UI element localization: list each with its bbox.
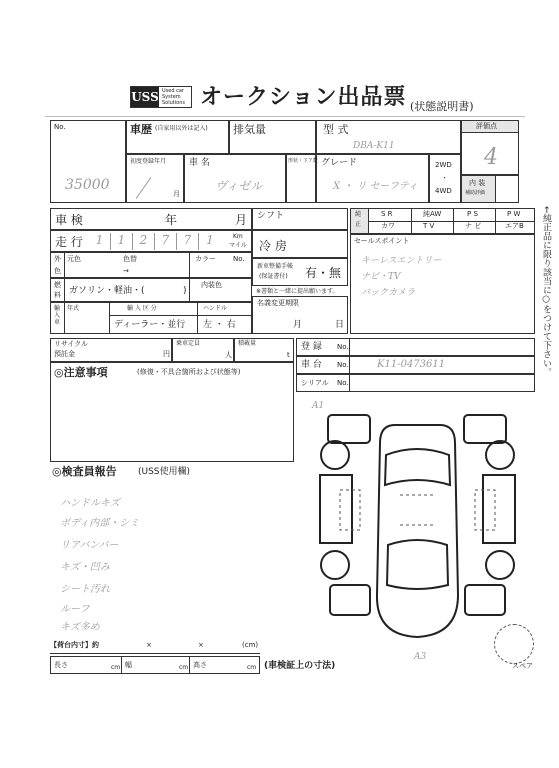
inspection-month: 月: [235, 213, 248, 227]
sales-point-hw: ナビ・TV: [361, 272, 401, 282]
form-subtitle: (状態説明書): [410, 100, 474, 113]
import-divider: [64, 303, 65, 333]
mileage-digits: [89, 233, 223, 250]
logo-sub-1: Used car: [162, 88, 184, 94]
fuel-box[interactable]: [50, 278, 252, 302]
first-reg-month: 月: [173, 190, 180, 198]
option-leather[interactable]: カワ: [381, 222, 395, 230]
cargo-unit: (cm): [242, 641, 259, 649]
width-cm: cm: [179, 664, 189, 671]
diagram-mark-top: A1: [312, 401, 325, 411]
registration-div: [349, 339, 350, 355]
serial-div: [349, 375, 350, 391]
deposit-label: 預託金: [54, 350, 75, 358]
color-arrow: →: [123, 267, 129, 275]
fuel-divider-2: [189, 279, 190, 301]
interior-eval-label: 内 装: [469, 179, 486, 187]
inspector-hw: シート汚れ: [60, 584, 110, 595]
inspection-box[interactable]: [50, 208, 252, 230]
logo-box: [130, 86, 192, 108]
fuel-label-2: 料: [54, 291, 61, 299]
dims-div-1: [121, 657, 122, 673]
mileage-digit: 1: [111, 233, 133, 250]
exterior-label-1: 外: [54, 255, 61, 263]
import-class-label: 輸 入 区 分: [127, 305, 157, 312]
fuel-value: ガソリン・軽油・(: [69, 286, 145, 296]
mileage-digit: 7: [177, 233, 199, 250]
sales-point-box[interactable]: [350, 234, 535, 334]
aircon-label: 冷 房: [259, 239, 287, 253]
dealer-label: ディーラー・並行: [114, 320, 186, 330]
length-label: 長さ: [54, 661, 68, 669]
car-name-box[interactable]: [184, 154, 286, 203]
import-year-label: 年式: [67, 305, 80, 312]
history-box[interactable]: [126, 120, 229, 154]
inspector-hw: ルーフ: [60, 604, 90, 615]
wd2-label: 2WD: [435, 161, 452, 169]
eval-label: 評価点: [476, 122, 497, 130]
name-change-box[interactable]: [252, 296, 348, 334]
cargo-times-2: ×: [198, 641, 204, 649]
load-box[interactable]: [234, 338, 294, 362]
history-note: (自家用以外は記入): [155, 125, 208, 132]
inspector-hw: リアバンパー: [60, 540, 119, 551]
name-change-month: 月: [293, 320, 303, 330]
car-name-hw: ヴィゼル: [215, 179, 263, 193]
sales-point-hw: バックカメラ: [361, 288, 416, 298]
frame-top: [45, 116, 525, 117]
displacement-box[interactable]: [229, 120, 316, 154]
serial-box[interactable]: [296, 374, 535, 392]
exterior-divider-2: [189, 253, 190, 277]
height-cm: cm: [247, 664, 257, 671]
model-label: 型 式: [323, 123, 349, 136]
eval-box[interactable]: [461, 120, 519, 175]
exterior-label-2: 色: [54, 267, 61, 275]
notes-sub: (修復・不具合箇所および状態等): [137, 368, 241, 376]
mileage-digit: 1: [89, 233, 111, 250]
options-head-label-2: 正: [355, 221, 362, 228]
new-maint-label: 新車整備手帳: [257, 263, 294, 270]
grade-label: グレード: [321, 158, 358, 168]
logo-sub-2: System: [162, 94, 181, 100]
yes-no-label: 有・無: [305, 266, 342, 280]
registration-box[interactable]: [296, 338, 535, 356]
inspection-year: 年: [165, 213, 178, 227]
options-col-1: [411, 209, 412, 233]
number-box[interactable]: [50, 120, 126, 203]
mileage-digit: 2: [133, 233, 155, 250]
new-maint-sub: (保証書付): [259, 273, 288, 280]
fuel-label-1: 燃: [54, 281, 61, 289]
wd-box[interactable]: [429, 154, 461, 203]
inspector-hw: ハンドルキズ: [60, 498, 120, 509]
import-label-3: 車: [54, 319, 61, 326]
left-right-label: 左 ・ 右: [203, 320, 236, 330]
fuel-close: ): [183, 286, 187, 296]
interior-color-label: 内装色: [201, 281, 222, 289]
exterior-box[interactable]: [50, 252, 252, 278]
ton-label: t: [287, 351, 290, 359]
grade-box[interactable]: [316, 154, 429, 203]
wd4-label: 4WD: [435, 187, 452, 195]
option-ps[interactable]: P S: [467, 210, 478, 218]
inspector-label: ◎検査員報告: [52, 465, 117, 478]
capacity-label: 乗車定員: [176, 340, 201, 347]
recycle-label: リサイクル: [54, 340, 89, 348]
first-reg-slash: [136, 177, 152, 199]
car-name-label: 車 名: [189, 158, 210, 168]
recycle-box[interactable]: [50, 338, 172, 362]
shift-box[interactable]: [252, 208, 348, 230]
first-reg-label: 初度登録年月: [130, 158, 167, 165]
option-aw[interactable]: 純AW: [423, 210, 442, 218]
length-cm: cm: [111, 664, 121, 671]
yen-label: 円: [163, 350, 170, 358]
registration-label: 登 録: [301, 342, 322, 352]
import-box[interactable]: [50, 302, 252, 334]
inspector-hw: ボディ内部・シミ: [60, 518, 140, 529]
cargo-row: [50, 640, 260, 654]
color-label: カラー: [195, 255, 216, 263]
grade-hw: X ・ リ セーフティ: [333, 181, 418, 192]
height-label: 高さ: [193, 661, 207, 669]
name-change-label: 名義変更期限: [257, 299, 299, 307]
notes-label: ◎注意事項: [54, 366, 108, 379]
form-title: オークション出品票: [200, 84, 407, 110]
inspector-sub: (USS使用欄): [138, 467, 191, 477]
chassis-label: 車 台: [301, 360, 322, 370]
persons-label: 人: [225, 351, 232, 359]
mileage-label: 走 行: [55, 235, 83, 249]
side-note: ←純正品に限り該当に○をつけて下さい。: [541, 206, 551, 377]
exterior-divider: [64, 253, 65, 277]
door-shape-box[interactable]: [286, 154, 316, 203]
fuel-divider: [64, 279, 65, 301]
option-tv[interactable]: T V: [423, 222, 435, 230]
model-code-hw: DBA-K11: [353, 141, 395, 151]
color-no: No.: [233, 255, 245, 263]
aircon-box[interactable]: [252, 230, 348, 258]
eval-hw: 4: [484, 145, 498, 170]
handwritten-price: 35000: [65, 177, 110, 193]
options-col-2: [453, 209, 454, 233]
cargo-times-1: ×: [146, 641, 152, 649]
color-change-label: 色替: [123, 255, 137, 263]
spare-label: スペア: [512, 662, 533, 670]
handle-label: ハンドル: [203, 305, 228, 312]
logo-mark: USS: [131, 87, 159, 107]
docs-note: ※書類と一緒に提出願います。: [256, 288, 339, 295]
sales-point-hw: キーレスエントリー: [361, 256, 442, 266]
import-label-2: 入: [54, 312, 61, 319]
name-change-day: 日: [335, 320, 345, 330]
registration-no: No.: [337, 343, 349, 351]
wd-dot: ・: [441, 174, 448, 182]
dims-div-2: [189, 657, 190, 673]
model-box[interactable]: [316, 120, 461, 154]
inspection-dim-label: (車検証上の寸法): [264, 661, 336, 671]
options-head-label-1: 純: [355, 211, 362, 218]
mileage-box[interactable]: [50, 230, 252, 252]
door-shape-label: 形状・ドア数: [288, 158, 318, 164]
option-navi[interactable]: ナ ビ: [465, 222, 482, 230]
history-label: 車歴: [130, 123, 152, 136]
mileage-digit: 7: [155, 233, 177, 250]
options-box[interactable]: [350, 208, 535, 234]
chassis-no: No.: [337, 361, 349, 369]
capacity-box[interactable]: [172, 338, 234, 362]
car-diagram[interactable]: [300, 395, 535, 650]
option-airbag[interactable]: エアB: [505, 222, 524, 230]
original-color-label: 元色: [67, 255, 81, 263]
inspector-hw: キズ多め: [60, 622, 100, 633]
spare-circle[interactable]: [494, 624, 534, 664]
import-divider-2: [109, 303, 110, 333]
chassis-div: [349, 357, 350, 373]
load-label: 積載量: [238, 340, 257, 347]
displacement-label: 排気量: [233, 123, 266, 136]
inspector-hw: キズ・凹み: [60, 562, 110, 573]
chassis-box[interactable]: [296, 356, 535, 374]
dims-box[interactable]: [50, 656, 260, 674]
serial-no: No.: [337, 379, 349, 387]
sales-point-label: セールスポイント: [354, 237, 410, 245]
cargo-label: 【荷台内寸】約: [50, 641, 99, 649]
chassis-hw: K11-0473611: [377, 359, 446, 370]
inspection-label: 車 検: [55, 213, 83, 227]
width-label: 幅: [125, 661, 132, 669]
import-mid-line: [109, 315, 251, 316]
logo-sub-3: Solutions: [162, 100, 185, 106]
mile-label: マイル: [229, 242, 247, 249]
notes-box[interactable]: [50, 362, 294, 462]
serial-label: シリアル: [301, 379, 329, 387]
option-sr[interactable]: S R: [381, 210, 393, 218]
options-col-3: [495, 209, 496, 233]
first-reg-box[interactable]: [126, 154, 184, 203]
maint-box[interactable]: [252, 258, 348, 286]
option-pw[interactable]: P W: [507, 210, 521, 218]
interior-eval-box[interactable]: [461, 175, 519, 203]
import-label-1: 輸: [54, 305, 61, 312]
interior-eval-sub: 補助評価: [465, 190, 486, 196]
mileage-digit: 1: [206, 233, 214, 247]
diagram-mark: A3: [414, 652, 427, 662]
shift-label: シフト: [257, 211, 285, 221]
number-label: No.: [54, 123, 66, 131]
import-divider-3: [197, 303, 198, 333]
km-label: Km: [233, 233, 243, 240]
